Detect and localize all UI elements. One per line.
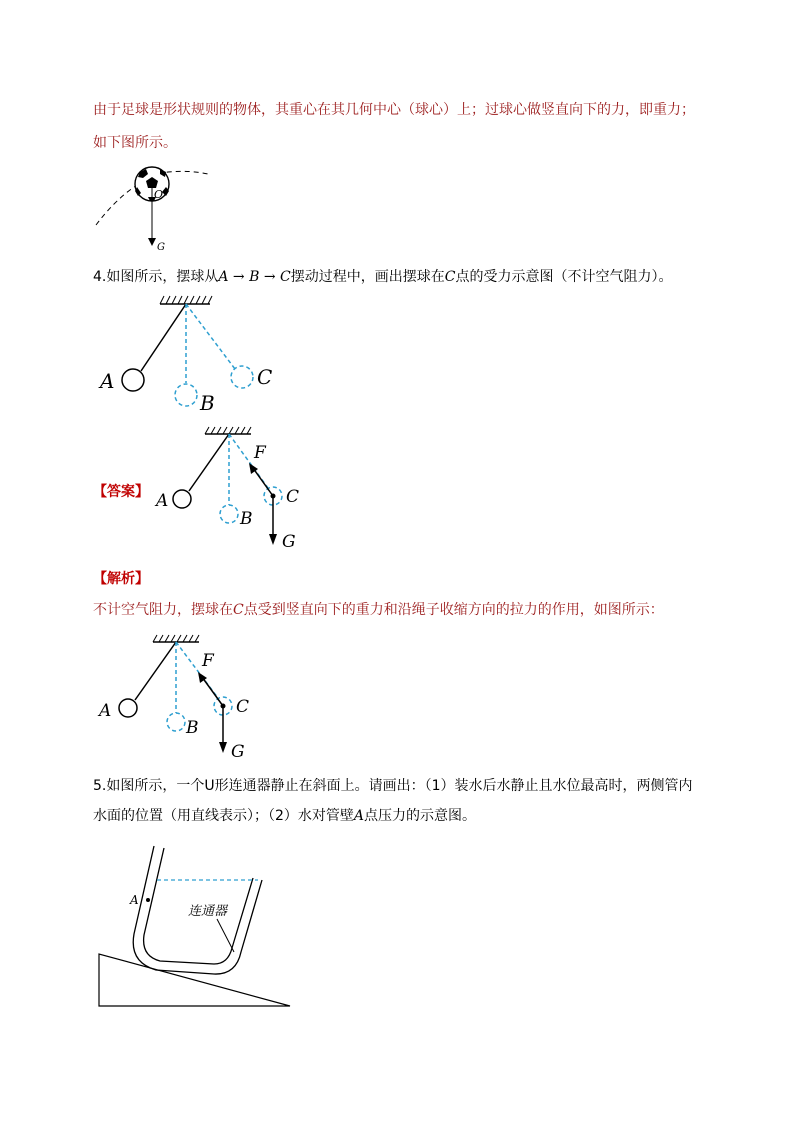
analysis-text: 不计空气阻力，摆球在C点受到竖直向下的重力和沿绳子收缩方向的拉力的作用，如图所示： [93, 602, 664, 618]
q4-number: 4. [93, 269, 107, 285]
ball-b [175, 384, 197, 406]
svg-text:F: F [202, 651, 214, 671]
intro-line-2: 如下图所示。 [93, 135, 177, 151]
ball-c [231, 366, 253, 388]
q4-text-c: 点的受力示意图（不计空气阻力）。 [455, 269, 673, 285]
intro-line-1: 由于足球是形状规则的物体，其重心在其几何中心（球心）上；过球心做竖直向下的力，即重力； [93, 102, 695, 118]
svg-text:G: G [231, 742, 245, 762]
label-a: A [130, 893, 139, 907]
svg-text:B: B [186, 718, 199, 738]
label-b: B [200, 391, 215, 415]
q4-point: C [444, 269, 456, 285]
q4-path: A → B → C [218, 269, 291, 285]
svg-text:C: C [286, 487, 300, 507]
svg-text:F: F [254, 443, 266, 463]
q4-text-a: 如图所示，摆球从 [106, 269, 219, 285]
answer-tag: 【答案】 [93, 484, 149, 500]
pendulum-analysis-figure [98, 632, 258, 762]
u-tube-figure [96, 840, 296, 1010]
svg-text:G: G [282, 532, 296, 552]
football-gravity-figure [90, 160, 220, 255]
svg-text:B: B [240, 509, 253, 529]
question-5-line-1: 5.如图所示，一个U形连通器静止在斜面上。请画出：（1）装水后水静止且水位最高时，两侧管内 [93, 778, 693, 794]
svg-text:A: A [156, 491, 169, 511]
label-g: G [157, 242, 165, 253]
svg-text:A: A [99, 701, 112, 721]
label-a: A [100, 369, 115, 393]
ball-a [122, 369, 144, 391]
pendulum-answer-figure [155, 424, 315, 552]
question-5-line-2: 水面的位置（用直线表示）；（2）水对管壁A点压力的示意图。 [93, 808, 477, 824]
svg-text:C: C [236, 697, 250, 717]
incline [99, 954, 290, 1006]
pendulum-question-figure [98, 294, 288, 414]
force-f-arrow [253, 468, 273, 496]
question-4 [93, 267, 672, 287]
label-vessel: 连通器 [188, 904, 228, 919]
q4-text-b: 摆动过程中，画出摆球在 [290, 269, 445, 285]
analysis-tag: 【解析】 [93, 571, 149, 587]
label-c: C [257, 365, 273, 389]
label-o: O [154, 188, 164, 201]
